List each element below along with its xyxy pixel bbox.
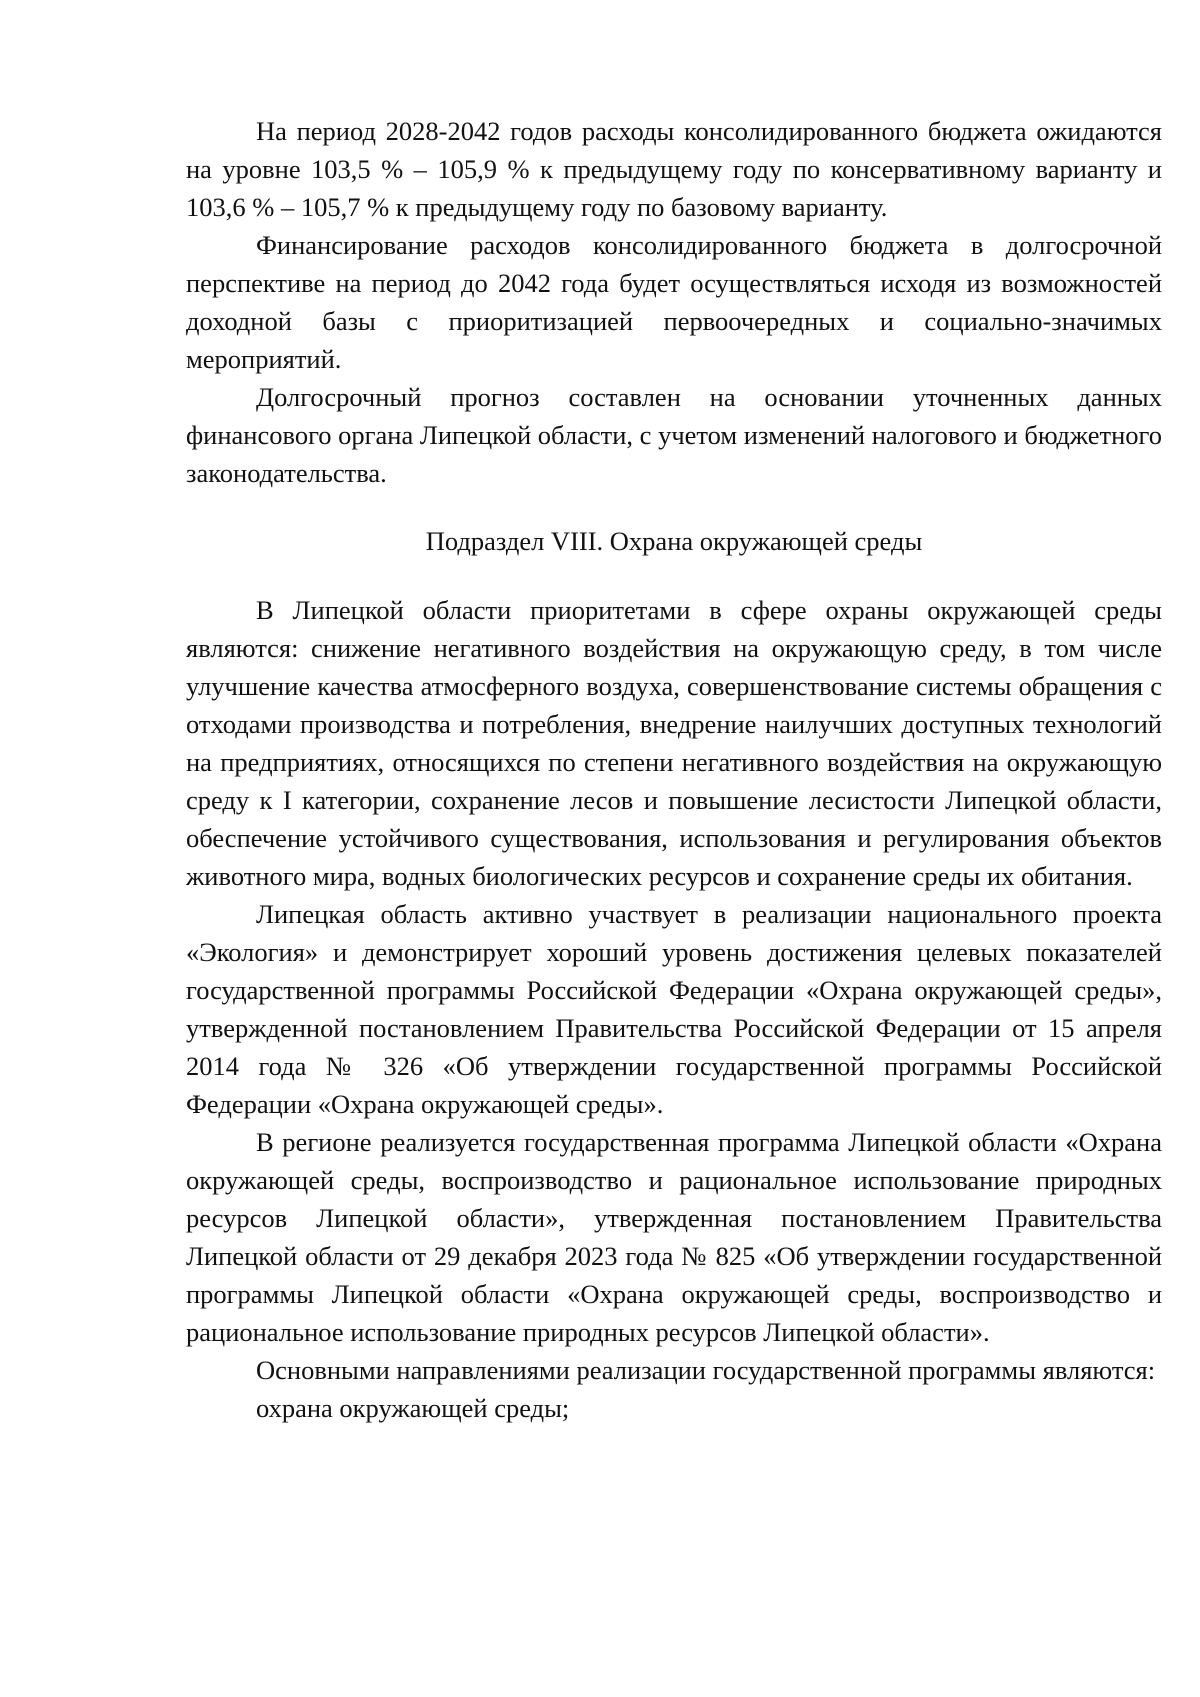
paragraph-environment-priorities: В Липецкой области приоритетами в сфере охраны окружающей среды являются: снижение негативного воздействия на окружающую среду, в том числе улучшение качества атмосферного воздуха, совершенствование системы обращения с отходами производства и потребления, внедрение наилучших доступных технологий на предприятиях, относящихся по степени негативного воздействия на окружающую среду к I категории, сохранение лесов и повышение лесистости Липецкой области, обеспечение устойчивого существования, использования и регулирования объектов животного мира, водных биологических ресурсов и сохранение среды их обитания. [186, 595, 1162, 891]
paragraph-budget-financing: Финансирование расходов консолидированного бюджета в долгосрочной перспективе на период до 2042 года будет осуществляться исходя из возможностей доходной базы с приоритизацией первоочередных и социально-значимых мероприятий. [186, 230, 1162, 374]
paragraph-budget-expenses: На период 2028-2042 годов расходы консолидированного бюджета ожидаются на уровне 103,5 % – 105,9 % к предыдущему году по консервативному варианту и 103,6 % – 105,7 % к предыдущему году по базовому варианту. [186, 116, 1162, 222]
list-item: охрана окружающей среды; [256, 1393, 570, 1423]
paragraph-forecast-basis: Долгосрочный прогноз составлен на основании уточненных данных финансового органа Липецкой области, с учетом изменений налогового и бюджетного законодательства. [186, 382, 1162, 488]
paragraph-program-directions: Основными направлениями реализации государственной программы являются: [256, 1355, 1156, 1385]
document-page [186, 112, 1162, 1427]
paragraph-regional-program: В регионе реализуется государственная программа Липецкой области «Охрана окружающей среды, воспроизводство и рациональное использование природных ресурсов Липецкой области», утвержденная постановлением Правительства Липецкой области от 29 декабря 2023 года № 825 «Об утверждении государственной программы Липецкой области «Охрана окружающей среды, воспроизводство и рациональное использование природных ресурсов Липецкой области». [186, 1127, 1162, 1347]
section-heading: Подраздел VIII. Охрана окружающей среды [425, 526, 923, 556]
paragraph-ecology-project: Липецкая область активно участвует в реализации национального проекта «Экология» и демонстрирует хороший уровень достижения целевых показателей государственной программы Российской Федерации «Охрана окружающей среды», утвержденной постановлением Правительства Российской Федерации от 15 апреля 2014 года № 326 «Об утверждении государственной программы Российской Федерации «Охрана окружающей среды». [186, 899, 1162, 1119]
